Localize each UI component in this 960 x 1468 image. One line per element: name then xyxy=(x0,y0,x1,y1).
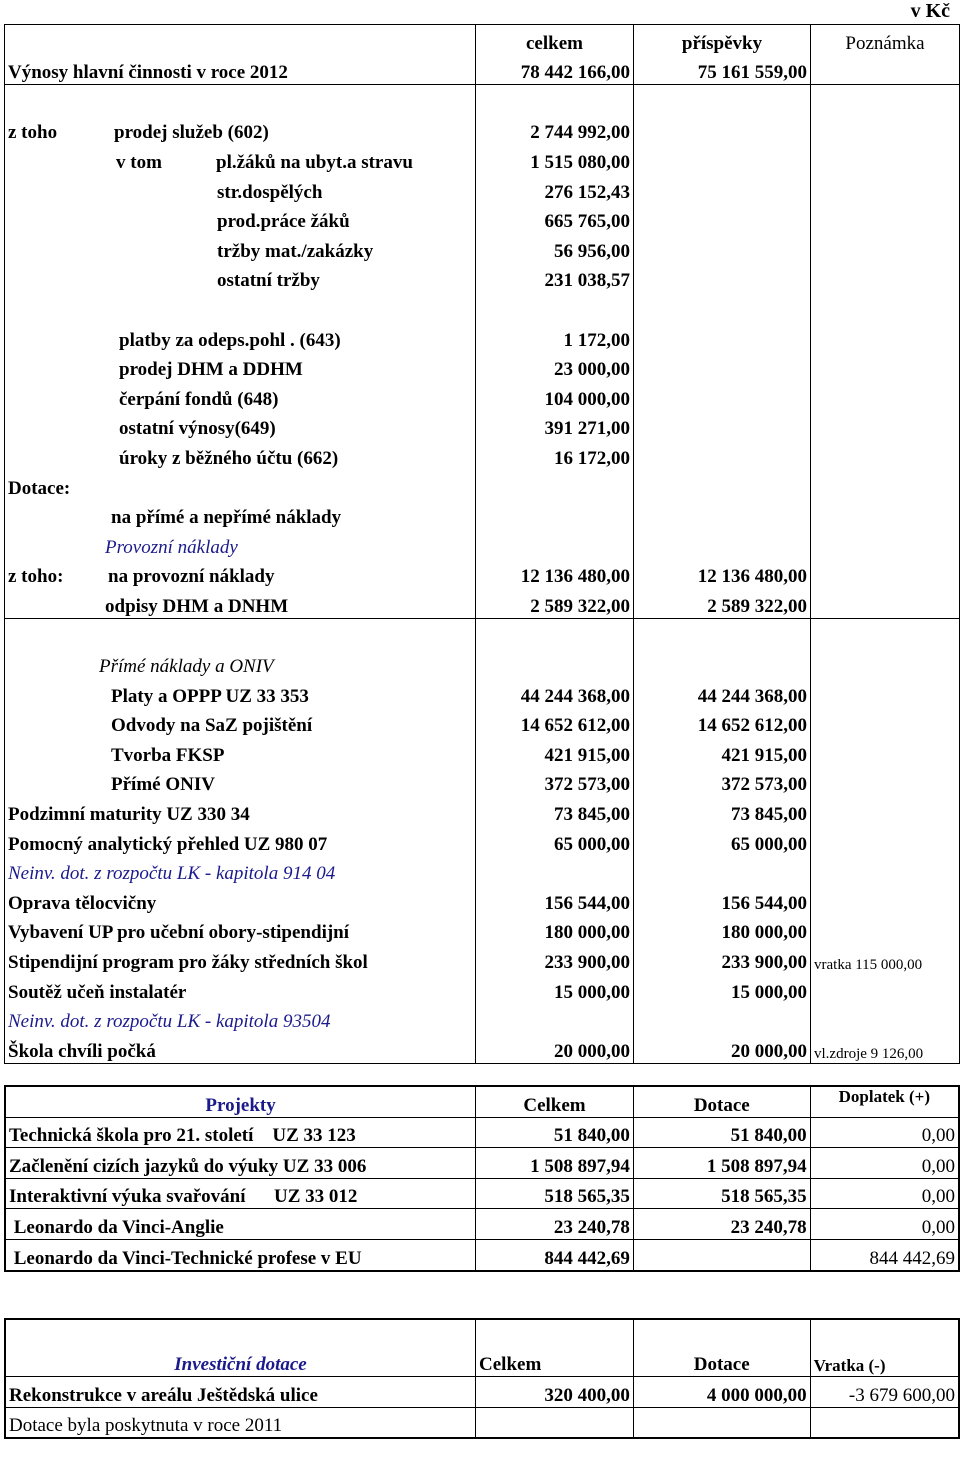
grant-row: Podzimní maturity UZ 330 34 73 845,00 73 845,00 xyxy=(5,796,960,826)
prime-row: Tvorba FKSP 421 915,00 421 915,00 xyxy=(5,737,960,767)
projects-table xyxy=(4,1085,960,1272)
kap-row: Soutěž učeň instalatér 15 000,00 15 000,00 xyxy=(5,974,960,1004)
grant-row: Pomocný analytický přehled UZ 980 07 65 000,00 65 000,00 xyxy=(5,826,960,856)
subsale-row: v tom pl.žáků na ubyt.a stravu 1 515 080,00 xyxy=(5,144,960,174)
neinv-heading-935: Neinv. dot. z rozpočtu LK - kapitola 93504 xyxy=(5,1004,476,1034)
investment-header: Investiční dotace Celkem Dotace Vratka (-) xyxy=(5,1319,959,1377)
direct-indirect-label: na přímé a nepřímé náklady xyxy=(5,500,476,530)
kap-row: Vybavení UP pro učební obory-stipendijní 180 000,00 180 000,00 xyxy=(5,915,960,945)
subsale-row: str.dospělých 276 152,43 xyxy=(5,174,960,204)
dotace-label: Dotace: xyxy=(5,470,476,500)
investment-row: Rekonstrukce v areálu Ještědská ulice 320 400,00 4 000 000,00 -3 679 600,00 xyxy=(5,1377,959,1408)
project-row: Leonardo da Vinci-Anglie 23 240,78 23 240,78 0,00 xyxy=(5,1209,959,1240)
prime-row: Odvody na SaZ pojištění 14 652 612,00 14 652 612,00 xyxy=(5,708,960,738)
kap-row: Škola chvíli počká 20 000,00 20 000,00 vl.zdroje 9 126,00 xyxy=(5,1033,960,1063)
main-table xyxy=(4,24,960,1064)
project-row: Leonardo da Vinci-Technické profese v EU 844 442,69 844 442,69 xyxy=(5,1239,959,1270)
subsale-row: tržby mat./zakázky 56 956,00 xyxy=(5,233,960,263)
sales-row: z toho prodej služeb (602) 2 744 992,00 xyxy=(5,115,960,145)
project-row: Začlenění cizích jazyků do výuky UZ 33 006 1 508 897,94 1 508 897,94 0,00 xyxy=(5,1148,959,1179)
provozni-heading: Provozní náklady xyxy=(5,529,476,559)
income-row: prodej DHM a DDHM 23 000,00 xyxy=(5,352,960,382)
kap-row: Oprava tělocvičny 156 544,00 156 544,00 xyxy=(5,885,960,915)
income-row: ostatní výnosy(649) 391 271,00 xyxy=(5,411,960,441)
investment-note-row xyxy=(5,1407,959,1438)
odpisy-row: odpisy DHM a DNHM 2 589 322,00 2 589 322,00 xyxy=(5,588,960,618)
kap-row: Stipendijní program pro žáky středních škol 233 900,00 233 900,00 vratka 115 000,00 xyxy=(5,944,960,974)
prime-heading: Přímé náklady a ONIV xyxy=(5,648,476,678)
income-row: platby za odeps.pohl . (643) 1 172,00 xyxy=(5,322,960,352)
investment-table xyxy=(4,1318,960,1439)
zdroje-note: vl.zdroje 9 126,00 xyxy=(811,1033,960,1063)
currency-unit: v Kč xyxy=(910,0,950,22)
project-row: Technická škola pro 21. století UZ 33 123 51 840,00 51 840,00 0,00 xyxy=(5,1117,959,1148)
vratka-note: vratka 115 000,00 xyxy=(811,944,960,974)
revenue-row: Výnosy hlavní činnosti v roce 2012 78 442 166,00 75 161 559,00 xyxy=(5,55,960,85)
project-row: Interaktivní výuka svařování UZ 33 012 518 565,35 518 565,35 0,00 xyxy=(5,1178,959,1209)
provozni-row: z toho: na provozní náklady 12 136 480,00 12 136 480,00 xyxy=(5,559,960,589)
investment-note: Dotace byla poskytnuta v roce 2011 xyxy=(5,1407,476,1438)
header-celkem: celkem xyxy=(476,25,634,55)
subsale-row: prod.práce žáků 665 765,00 xyxy=(5,204,960,234)
prime-row: Přímé ONIV 372 573,00 372 573,00 xyxy=(5,767,960,797)
income-row: úroky z běžného účtu (662) 16 172,00 xyxy=(5,440,960,470)
subsale-row: ostatní tržby 231 038,57 xyxy=(5,263,960,293)
neinv-heading-914: Neinv. dot. z rozpočtu LK - kapitola 914 04 xyxy=(5,856,476,886)
projects-header: Projekty Celkem Dotace Doplatek (+) xyxy=(5,1086,959,1117)
header-poznamka: Poznámka xyxy=(811,25,960,55)
header-prispevky: příspěvky xyxy=(634,25,811,55)
prime-row: Platy a OPPP UZ 33 353 44 244 368,00 44 244 368,00 xyxy=(5,678,960,708)
income-row: čerpání fondů (648) 104 000,00 xyxy=(5,381,960,411)
